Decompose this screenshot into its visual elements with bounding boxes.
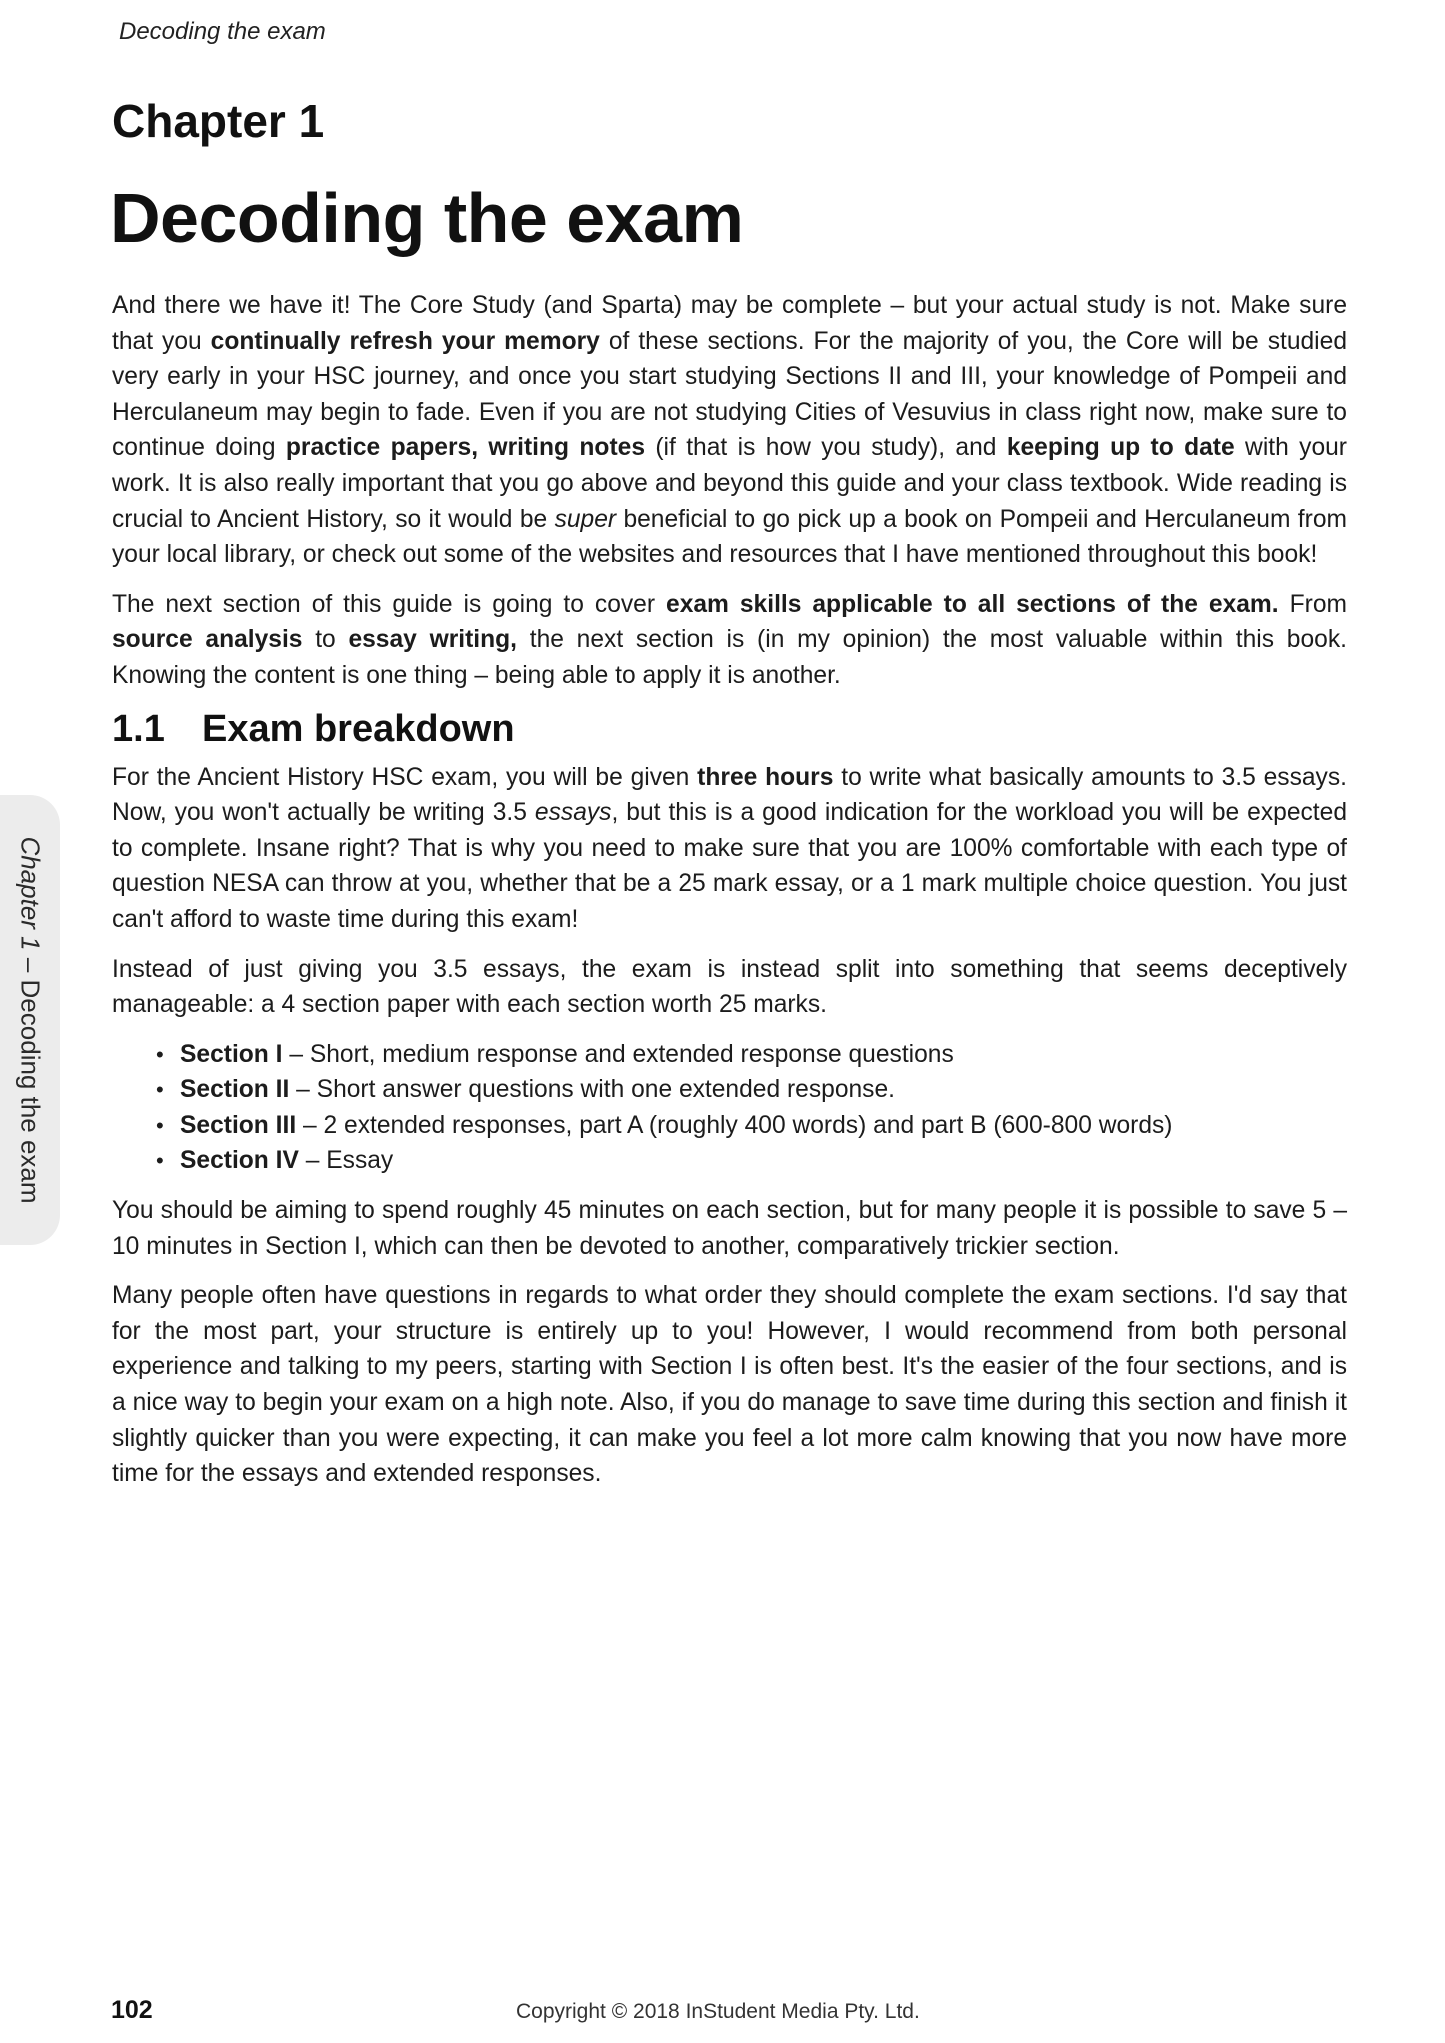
section-paragraph-4: Many people often have questions in regards to what order they should complete the exam sections. I'd say that for the most part, your structure is entirely up to you! However, I would recommend from both personal experience and talking to my peers, starting with Section I is often best. It's the easier of the four sections, and is a nice way to begin your exam on a high note. Also, if you do manage to save time during this section and finish it slightly quicker than you were expecting, it can make you feel a lot more calm knowing that you now have more time for the essays and extended responses. bbox=[112, 1282, 1347, 1488]
list-item: • Section III – 2 extended responses, part A (roughly 400 words) and part B (600-800 words) bbox=[154, 1108, 1347, 1144]
intro-paragraph-1: And there we have it! The Core Study (and Sparta) may be complete – but your actual study is not. Make sure that you continually refresh your memory of these sections. For the majority of you, the Core will be studied very early in your HSC journey, and once you start studying Sections II and III, your knowledge of Pompeii and Herculaneum may begin to fade. Even if you are not studying Cities of Vesuvius in class right now, make sure to continue doing practice papers, writing notes (if that is how you study), and keeping up to date with your work. It is also really important that you go above and beyond this guide and your class textbook. Wide reading is crucial to Ancient History, so it would be super beneficial to go pick up a book on Pompeii and Herculaneum from your local library, or check out some of the websites and resources that I have mentioned throughout this book! bbox=[112, 292, 1347, 569]
section-heading bbox=[112, 708, 1347, 750]
chapter-label: Chapter 1 bbox=[112, 95, 325, 147]
section-paragraph-3: You should be aiming to spend roughly 45 minutes on each section, but for many people it is possible to save 5 – 10 minutes in Section I, which can then be devoted to another, comparatively trickier section. bbox=[112, 1197, 1347, 1260]
intro-paragraph-2: The next section of this guide is going to cover exam skills applicable to all sections of the exam. From source analysis to essay writing, the next section is (in my opinion) the most valuable within this book. Knowing the content is one thing – being able to apply it is another. bbox=[112, 590, 1347, 689]
list-item: • Section II – Short answer questions with one extended response. bbox=[154, 1072, 1347, 1108]
running-header: Decoding the exam bbox=[119, 18, 326, 45]
chapter-title: Decoding the exam bbox=[110, 179, 744, 257]
section-paragraph-2: Instead of just giving you 3.5 essays, the exam is instead split into something that seems deceptively manageable: a 4 section paper with each section worth 25 marks. bbox=[112, 955, 1347, 1019]
list-item: • Section IV – Essay bbox=[154, 1143, 1347, 1179]
section-number: 1.1 bbox=[112, 707, 165, 750]
section-paragraph-1: For the Ancient History HSC exam, you will be given three hours to write what basically amounts to 3.5 essays. Now, you won't actually be writing 3.5 essays, but this is a good indication for the workload you will be expected to complete. Insane right? That is why you need to make sure that you are 100% comfortable with each type of question NESA can throw at you, whether that be a 25 mark essay, or a 1 mark multiple choice question. You just can't afford to waste time during this exam! bbox=[112, 763, 1347, 933]
copyright-notice: Copyright © 2018 InStudent Media Pty. Ltd. bbox=[516, 2000, 920, 2023]
section-title: Exam breakdown bbox=[202, 707, 515, 750]
section-list bbox=[154, 1037, 1347, 1179]
list-item: • Section I – Short, medium response and extended response questions bbox=[154, 1037, 1347, 1073]
main-content bbox=[112, 288, 1347, 1506]
page-number: 102 bbox=[111, 1996, 153, 2024]
side-tab-label: Chapter 1 – Decoding the exam bbox=[15, 836, 46, 1204]
